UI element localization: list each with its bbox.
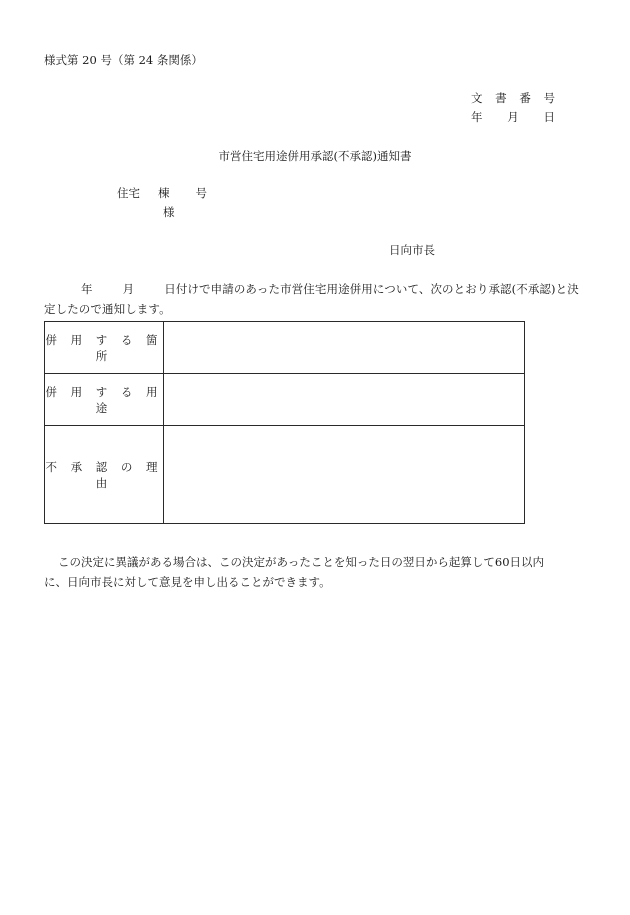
approval-table	[44, 321, 525, 524]
doc-num-char-3: 番	[519, 91, 531, 105]
date-month: 月	[507, 110, 519, 124]
row-value-location	[164, 322, 525, 374]
doc-num-char-4: 号	[543, 91, 555, 105]
recipient-building: 棟	[158, 186, 170, 200]
row-label-location: 併 用 す る 箇 所	[45, 322, 164, 374]
row-value-purpose	[164, 374, 525, 426]
document-number-label	[471, 90, 555, 106]
notice-body	[44, 279, 582, 319]
document-title: 市営住宅用途併用承認(不承認)通知書	[218, 149, 412, 163]
body-text: 日付けで申請のあった市営住宅用途併用について、次のとおり承認(不承認)と決定したので通知します。	[44, 282, 579, 316]
row-value-reason	[164, 426, 525, 524]
doc-num-char-1: 文	[471, 91, 483, 105]
recipient-address	[117, 185, 207, 201]
row-label-purpose: 併 用 す る 用 途	[45, 374, 164, 426]
table-row	[45, 374, 525, 426]
body-year: 年	[81, 282, 93, 296]
date-day: 日	[543, 110, 555, 124]
recipient-number: 号	[195, 186, 207, 200]
table-row	[45, 322, 525, 374]
row-label-reason: 不 承 認 の 理 由	[45, 426, 164, 524]
body-month: 月	[122, 282, 135, 296]
appeal-notice: この決定に異議がある場合は、この決定があったことを知った日の翌日から起算して60日以内に、日向市長に対して意見を申し出ることができます。	[44, 555, 545, 589]
form-number: 様式第 20 号（第 24 条関係）	[44, 53, 203, 67]
date-label	[471, 109, 555, 125]
recipient-honorific: 様	[163, 205, 175, 219]
recipient-prefix: 住宅	[117, 186, 140, 200]
issuer-name: 日向市長	[389, 243, 435, 257]
date-year: 年	[471, 110, 483, 124]
doc-num-char-2: 書	[495, 91, 507, 105]
table-row	[45, 426, 525, 524]
